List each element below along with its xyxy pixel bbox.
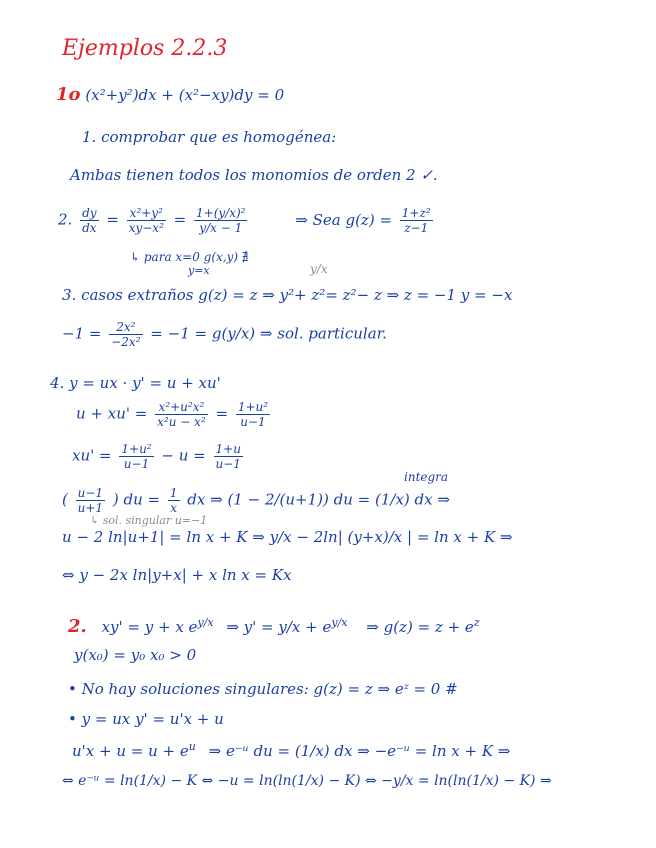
denominator: y/x − 1	[199, 221, 243, 235]
numerator: 1+u²	[237, 400, 269, 414]
line-a-prefix: u'x + u = u + e	[72, 742, 189, 760]
numerator: 2x²	[109, 320, 142, 335]
step1-text: 1. comprobar que es homogénea:	[82, 128, 337, 146]
step4-line4-fraction-1	[76, 486, 105, 515]
step2-arrow-text: ⇒ Sea g(z) =	[295, 210, 393, 229]
example2-line	[68, 614, 480, 636]
singular-solution-note: ↳ sol. singular u=−1	[90, 514, 208, 527]
equals-sign: =	[173, 210, 187, 229]
denominator: u−1	[215, 457, 241, 471]
example2-rest: ⇒ y' = y/x + e	[226, 618, 332, 636]
denominator: x	[170, 501, 178, 515]
numerator: x²+u²x²	[155, 400, 208, 415]
example2-line-b: ⇔ e⁻ᵘ = ln(1/x) − K ⇔ −u = ln(ln(1/x) − K) ⇔ −y/x = ln(ln(1/x) − K) ⇒	[62, 773, 552, 789]
example1-equation: (x²+y²)dx + (x²−xy)dy = 0	[85, 86, 285, 104]
step4-line2-fraction-2	[236, 400, 270, 429]
numerator: u−1	[77, 486, 104, 500]
step1-answer: Ambas tienen todos los monomios de orden 2 ✓.	[70, 166, 438, 184]
numerator: 1+u²	[121, 442, 152, 456]
step4-line1: 4. y = ux · y' = u + xu'	[50, 374, 221, 392]
denominator: xy−x²	[128, 221, 164, 235]
example2-line-a	[72, 738, 510, 760]
step4-line3-fraction-1	[119, 442, 153, 471]
step4-line5: u − 2 ln|u+1| = ln x + K ⇒ y/x − 2ln| (y+x)/x | = ln x + K ⇒	[62, 528, 513, 546]
step4-line3-middle: − u =	[161, 446, 206, 465]
step3-overscript: y/x	[310, 262, 328, 276]
step2-line	[58, 206, 436, 235]
step4-line4-fraction-2	[168, 486, 180, 515]
step4-line4-suffix: dx ⇒ (1 − 2/(u+1)) du = (1/x) dx ⇒	[187, 490, 450, 509]
numerator: 1+(y/x)²	[196, 206, 246, 220]
initial-condition: y(x₀) = y₀ x₀ > 0	[74, 646, 197, 664]
step4-line3-prefix: xu' =	[72, 446, 112, 465]
numerator: dy	[82, 206, 97, 220]
step3b-prefix: −1 =	[62, 324, 102, 343]
step2-label: 2.	[58, 210, 73, 229]
numerator: 1+u	[215, 442, 241, 456]
step4-line4	[62, 486, 450, 515]
denominator: x²u − x²	[157, 415, 206, 429]
open-paren: (	[62, 490, 68, 509]
example2-equation: xy' = y + x e	[101, 618, 198, 636]
denominator: dx	[82, 221, 97, 235]
bullet-no-singular: • No hay soluciones singulares: g(z) = z ⇒ eᶻ = 0 #	[68, 680, 458, 698]
page-title: Ejemplos 2.2.3	[62, 36, 228, 61]
step2-g-fraction	[400, 206, 433, 235]
exponent: u	[188, 740, 196, 753]
example1-number: 1o	[56, 84, 81, 105]
denominator: −2x²	[111, 335, 141, 349]
denominator: z−1	[404, 221, 429, 235]
step2-note: ↳ para x=0 g(x,y) ∄	[130, 250, 249, 264]
step2-fraction-1	[127, 206, 166, 235]
bullet-substitution: • y = ux y' = u'x + u	[68, 710, 224, 728]
exponent: z	[473, 616, 480, 629]
exponent: y/x	[197, 616, 214, 629]
step3b-fraction	[109, 320, 142, 349]
step2-note-sub: y=x	[188, 264, 210, 277]
step4-line6: ⇔ y − 2x ln|y+x| + x ln x = Kx	[62, 566, 292, 584]
numerator: 1+z²	[401, 206, 431, 220]
denominator: u−1	[240, 415, 266, 429]
equals-sign: =	[215, 404, 229, 423]
equals-sign: =	[106, 210, 119, 229]
step4-line4-middle: ) du =	[112, 490, 161, 509]
step2-fraction-2	[194, 206, 247, 235]
exponent: y/x	[331, 616, 348, 629]
line-a-suffix: ⇒ e⁻ᵘ du = (1/x) dx ⇒ −e⁻ᵘ = ln x + K ⇒	[208, 742, 511, 760]
step3-line: 3. casos extraños g(z) = z ⇒ y²+ z²= z²− z ⇒ z = −1 y = −x	[62, 286, 513, 304]
denominator: u−1	[123, 457, 150, 471]
step4-line3	[72, 442, 246, 471]
numerator: 1	[169, 486, 178, 500]
step4-line2-prefix: u + xu' =	[76, 404, 148, 423]
step3b-line	[62, 320, 387, 349]
numerator: x²+y²	[127, 206, 166, 221]
integra-annotation: integra	[404, 470, 449, 484]
step3b-suffix: = −1 = g(y/x) ⇒ sol. particular.	[150, 324, 387, 343]
example2-g: ⇒ g(z) = z + e	[366, 618, 474, 636]
denominator: u+1	[77, 501, 104, 515]
step4-line2-fraction-1	[155, 400, 208, 429]
example2-number: 2.	[68, 616, 87, 637]
example1-header	[56, 86, 284, 104]
step4-line3-fraction-2	[214, 442, 243, 471]
step4-line2	[76, 400, 273, 429]
step2-lhs-fraction	[80, 206, 98, 235]
